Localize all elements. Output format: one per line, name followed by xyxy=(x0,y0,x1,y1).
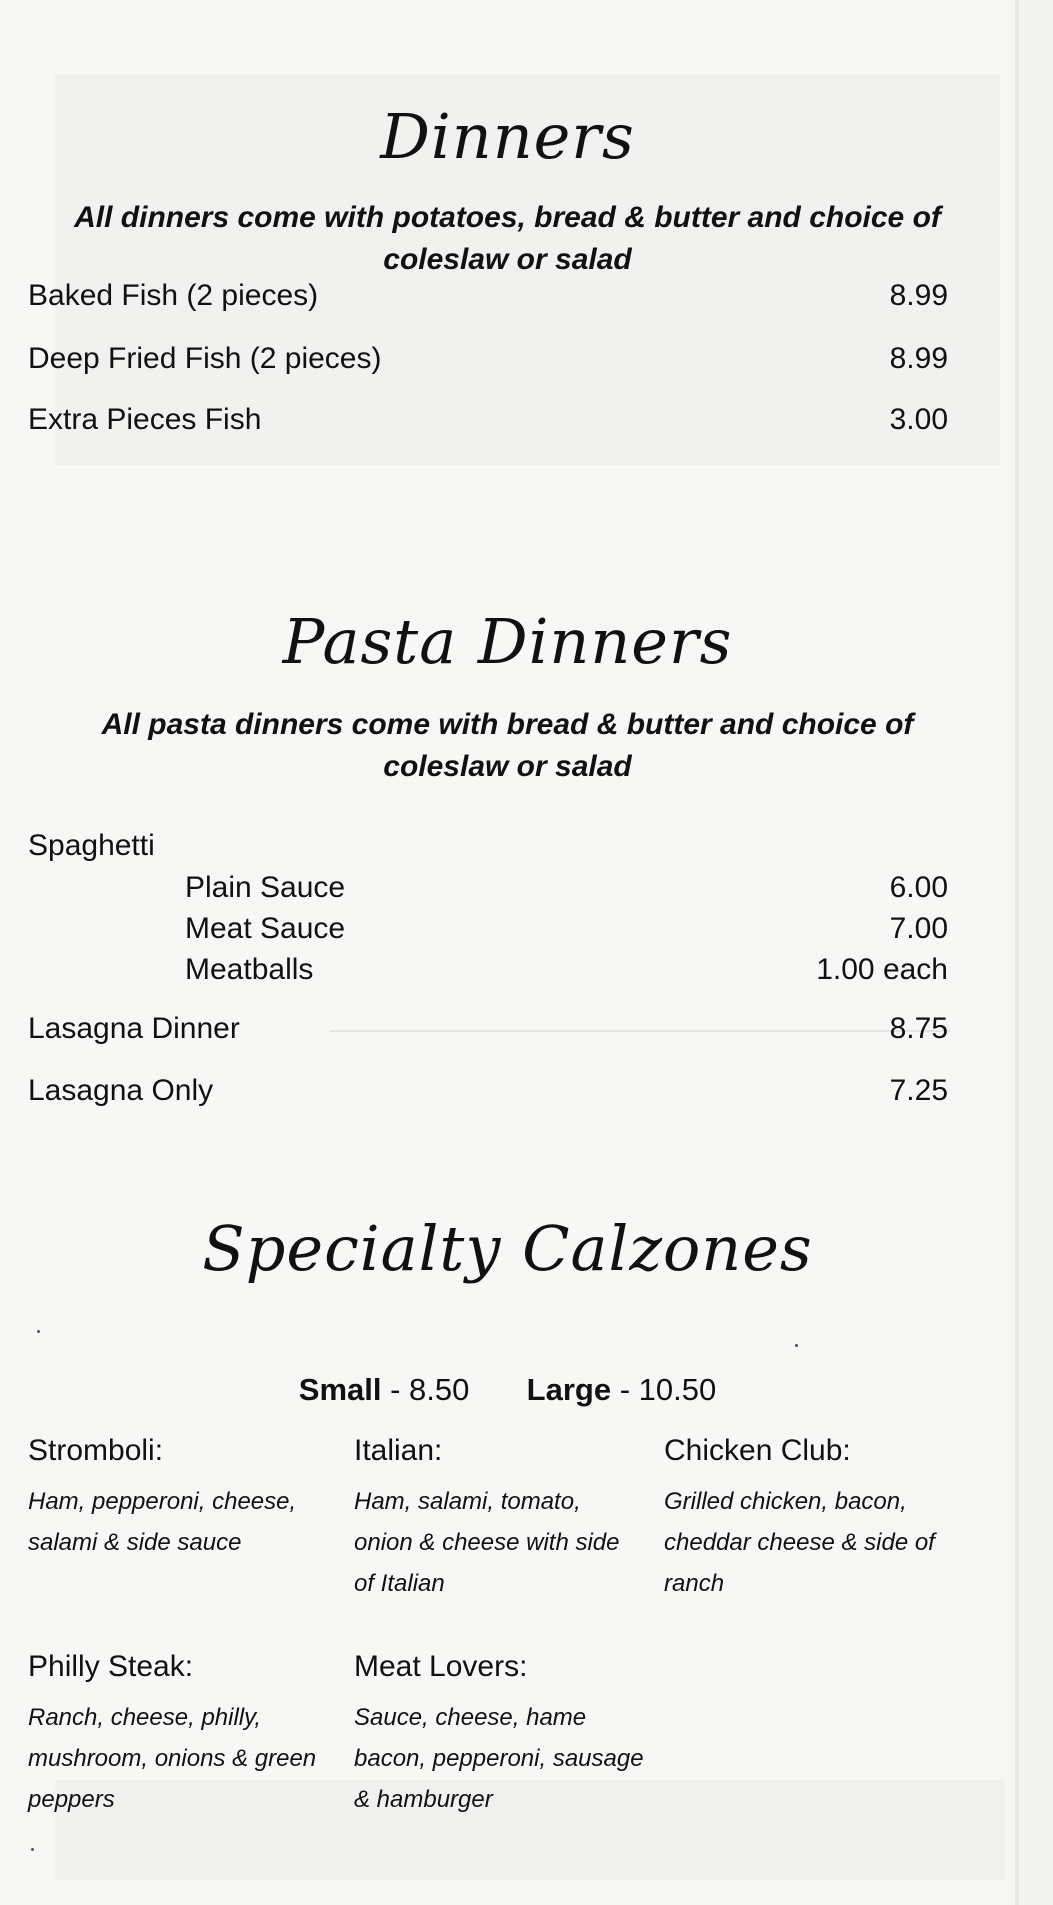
calzone-name: Stromboli: xyxy=(28,1434,164,1467)
item-name: Plain Sauce xyxy=(185,871,346,904)
size-small-label: Small xyxy=(298,1372,382,1407)
item-price: 1.00 each xyxy=(816,953,948,986)
size-large-label: Large xyxy=(526,1372,612,1407)
item-name: Deep Fried Fish (2 pieces) xyxy=(28,342,382,375)
calzone-item xyxy=(354,1649,644,1820)
item-price: 3.00 xyxy=(889,403,948,436)
size-small-price: - 8.50 xyxy=(390,1372,470,1407)
calzones-heading: Specialty Calzones xyxy=(202,1212,813,1285)
item-name: Lasagna Only xyxy=(28,1074,214,1107)
size-large-price: - 10.50 xyxy=(619,1372,717,1407)
calzone-item xyxy=(28,1433,328,1563)
item-price: 8.75 xyxy=(889,1012,948,1045)
calzone-size-prices xyxy=(0,1372,1015,1408)
item-price: 8.99 xyxy=(889,279,948,312)
item-price: 7.00 xyxy=(889,912,948,945)
scan-speck xyxy=(31,1848,34,1851)
calzone-desc: Ranch, cheese, philly, mushroom, onions & green peppers xyxy=(28,1704,317,1813)
item-price: 8.99 xyxy=(889,342,948,375)
item-price: 6.00 xyxy=(889,871,948,904)
calzone-name: Chicken Club: xyxy=(664,1434,851,1467)
calzone-name: Philly Steak: xyxy=(28,1650,194,1683)
calzone-name: Italian: xyxy=(354,1434,443,1467)
item-name: Spaghetti xyxy=(28,829,155,862)
dinners-note: All dinners come with potatoes, bread & butter and choice of coleslaw or salad xyxy=(74,201,941,276)
calzone-desc: Grilled chicken, bacon, cheddar cheese & side of ranch xyxy=(664,1488,935,1597)
calzone-desc: Ham, pepperoni, cheese, salami & side sauce xyxy=(28,1488,297,1556)
calzone-desc: Sauce, cheese, hame bacon, pepperoni, sausage & hamburger xyxy=(354,1704,644,1813)
pasta-note: All pasta dinners come with bread & butter and choice of coleslaw or salad xyxy=(101,708,914,783)
scan-speck xyxy=(795,1344,798,1347)
item-name: Meatballs xyxy=(185,953,314,986)
pasta-heading: Pasta Dinners xyxy=(282,605,733,678)
item-price: 7.25 xyxy=(889,1074,948,1107)
calzone-item xyxy=(354,1433,644,1604)
calzone-desc: Ham, salami, tomato, onion & cheese with side of Italian xyxy=(354,1488,620,1597)
item-name: Meat Sauce xyxy=(185,912,346,945)
scan-speck xyxy=(37,1330,40,1333)
dinners-heading: Dinners xyxy=(380,100,635,173)
item-name: Lasagna Dinner xyxy=(28,1012,240,1045)
item-name: Baked Fish (2 pieces) xyxy=(28,279,319,312)
calzone-item xyxy=(664,1433,964,1604)
item-name: Extra Pieces Fish xyxy=(28,403,262,436)
bleed-through-line xyxy=(330,1030,950,1032)
calzone-item xyxy=(28,1649,328,1820)
calzone-name: Meat Lovers: xyxy=(354,1650,528,1683)
